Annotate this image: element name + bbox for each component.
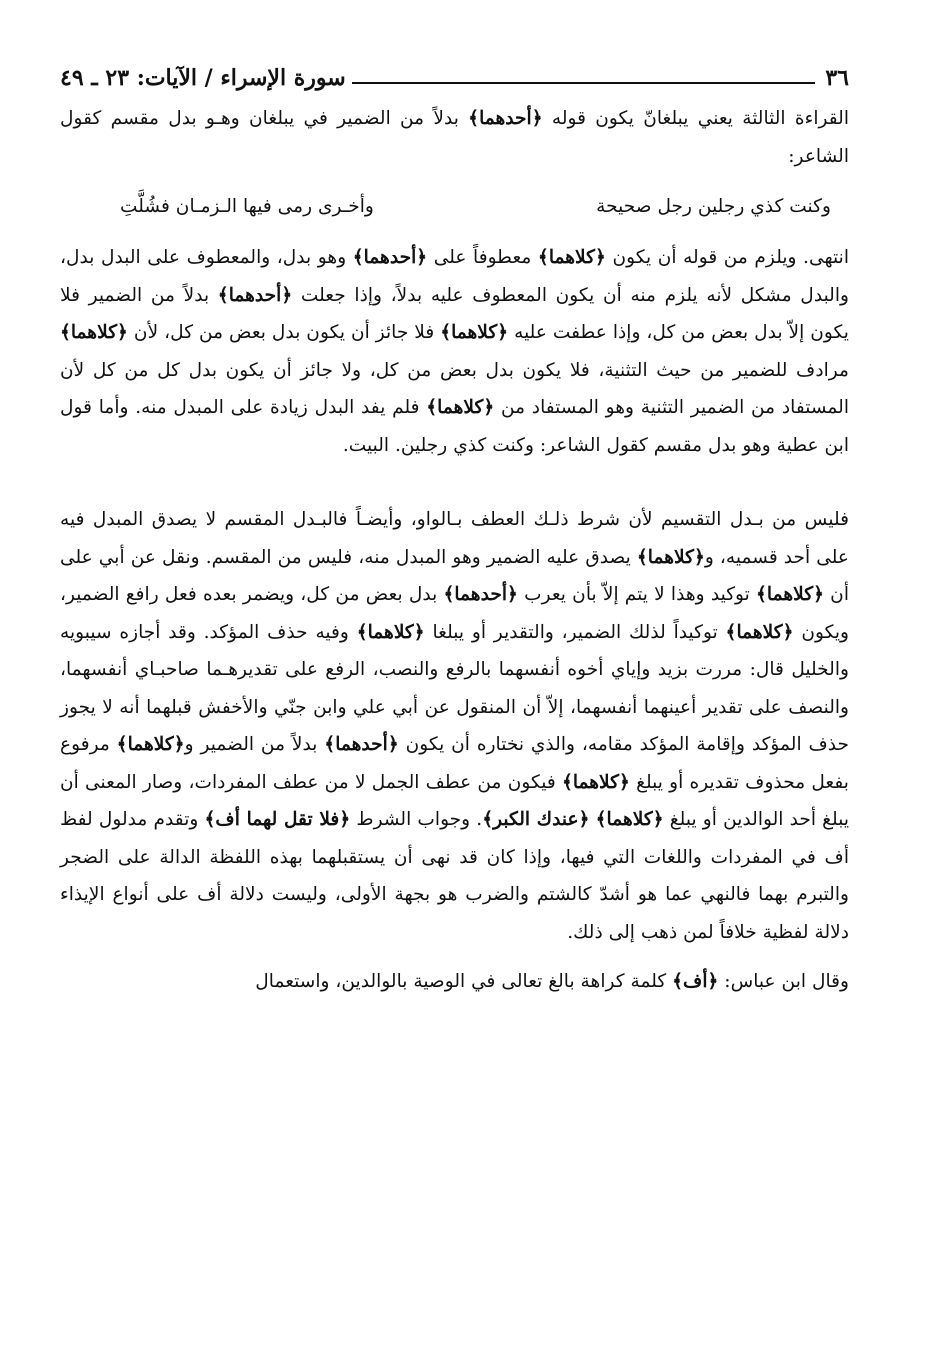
header-rule xyxy=(352,82,816,84)
quran-quote: ﴿أحدهما﴾ xyxy=(352,247,428,268)
quran-quote: ﴿أحدهما﴾ xyxy=(324,734,399,755)
quran-quote: ﴿كلاهما﴾ xyxy=(561,771,630,793)
text-run: توكيداً لذلك الضمير، والتقدير أو يبلغا xyxy=(424,621,726,643)
quran-quote: ﴿كلاهما﴾ xyxy=(116,734,185,755)
quran-quote: ﴿كلاهما﴾ xyxy=(426,397,495,418)
text-run: . وجواب الشرط xyxy=(350,809,483,830)
text-run: وفيه حذف المؤكد. وقد أجازه سيبويه والخليل قال: مررت بزيد وإياي أخوه أنفسهما بالرفع والنصب، الرفع على تقديرهـما صاحبـاي أنفسهما، والنصف على تقدير أعينهما أنفسهما، إلاّ أن المنقول عن أبي علي وابن جنّي والأخفش قبلهما أنه لا يجوز حذف المؤكد وإقامة المؤكد مقامه، والذي نختاره أن يكون xyxy=(60,621,850,755)
text-run: يصدق عليه الضمير وهو المبدل منه، فليس من المقسم. ونقل عن أبي على أن xyxy=(60,546,849,605)
quran-quote: ﴿كلاهما﴾ xyxy=(440,322,509,343)
quran-quote: ﴿كلاهما﴾ xyxy=(725,621,794,643)
text-run: مرفوع بفعل محذوف تقديره أو يبلغ xyxy=(60,734,849,793)
text-run: معطوفاً على xyxy=(427,247,538,268)
paragraph xyxy=(60,100,849,175)
quran-quote: ﴿كلاهما﴾ xyxy=(756,584,824,605)
verse-first-hemistich: وكنت كذي رجلين رجل صحيحة xyxy=(596,196,831,217)
text-run: بدلاً من الضمير و xyxy=(184,734,325,755)
quran-quote: ﴿أحدهما﴾ xyxy=(443,584,518,605)
verse-second-hemistich: وأخـرى رمى فيها الـزمـان فشُلَّتِ xyxy=(120,196,374,217)
quran-quote: ﴿فلا تقل لهما أف﴾ xyxy=(204,809,351,830)
text-run: كلمة كراهة بالغ تعالى في الوصية بالوالدين، واستعمال xyxy=(255,971,673,992)
text-run: وقال ابن عباس: xyxy=(718,971,849,992)
text-run: فلا جائز أن يكون بدل بعض من كل، لأن xyxy=(127,322,441,343)
text-run: توكيد وهذا لا يتم إلاّ بأن يعرب xyxy=(517,584,757,605)
text-run: وتقدم مدلول لفظ أف في المفردات واللغات التي فيها، وإذا كان قد نهى أن يستقبلهما بهذه اللفظة الدالة على الضجر والتبرم بهما فالنهي عما هو أشدّ كالشتم والضرب هو بجهة الأولى، وليست دلالة أف على أنواع الإيذاء دلالة لفظية خلافاً لمن ذهب إلى ذلك. xyxy=(60,809,849,943)
text-run: مرادف للضمير من حيث التثنية، فلا يكون بدل بعض من كل، ولا جائز أن يكون بدل كل من كل لأن المستفاد من الضمير التثنية وهو المستفاد من xyxy=(60,359,849,418)
text-run: وهو بدل، والمعطوف على البدل بدل، والبدل مشكل لأنه يلزم منه أن يكون المعطوف عليه بدلاً، وإذا جعلت xyxy=(60,247,849,306)
quran-quote: ﴿كلاهما﴾ xyxy=(60,322,128,343)
text-run: فيكون من عطف الجمل لا من عطف المفردات، وصار المعنى أن يبلغ أحد الوالدين أو يبلغ xyxy=(60,771,849,830)
paragraph xyxy=(60,239,849,464)
text-run: انتهى. ويلزم من قوله أن يكون xyxy=(605,247,849,268)
quran-quote: ﴿كلاهما﴾ xyxy=(537,247,606,268)
page-number: ٣٦ xyxy=(825,65,849,91)
text-run: بدل بعض من كل، ويضمر بعده فعل رافع الضمير، ويكون xyxy=(60,584,849,643)
quran-quote: ﴿عندك الكبر﴾ xyxy=(482,809,590,830)
text-run: القراءة الثالثة يعني يبلغانّ يكون قوله xyxy=(542,108,849,129)
running-header xyxy=(60,58,849,92)
quran-quote: ﴿كلاهما﴾ xyxy=(595,809,664,830)
poetry-verse xyxy=(120,187,831,227)
text-run: بدلاً من الضمير فلا يكون إلاّ بدل بعض من كل، وإذا عطفت عليه xyxy=(60,284,849,343)
quran-quote: ﴿أف﴾ xyxy=(672,971,719,992)
text-run: فلم يفد البدل زيادة على المبدل منه. وأما قول ابن عطية وهو بدل مقسم كقول الشاعر: وكنت كذي رجلين. البيت. xyxy=(60,397,849,456)
quran-quote: ﴿أحدهما﴾ xyxy=(468,108,543,129)
quran-quote: ﴿كلاهما﴾ xyxy=(636,546,705,568)
text-run: بدلاً من الضمير في يبلغان وهـو بدل مقسم كقول الشاعر: xyxy=(60,108,849,167)
paragraph xyxy=(60,963,849,1001)
text-run: فليس من بـدل التقسيم لأن شرط ذلـك العطف بـالواو، وأيضـاً فالبـدل المقسم لا يصدق المبدل فيه على أحد قسميه، و xyxy=(60,509,849,568)
page xyxy=(60,58,849,1001)
quran-quote: ﴿كلاهما﴾ xyxy=(356,621,425,643)
surah-title: سورة الإسراء / الآيات: ٢٣ ـ ٤٩ xyxy=(60,65,346,91)
paragraph xyxy=(60,501,849,951)
quran-quote: ﴿أحدهما﴾ xyxy=(217,284,293,306)
